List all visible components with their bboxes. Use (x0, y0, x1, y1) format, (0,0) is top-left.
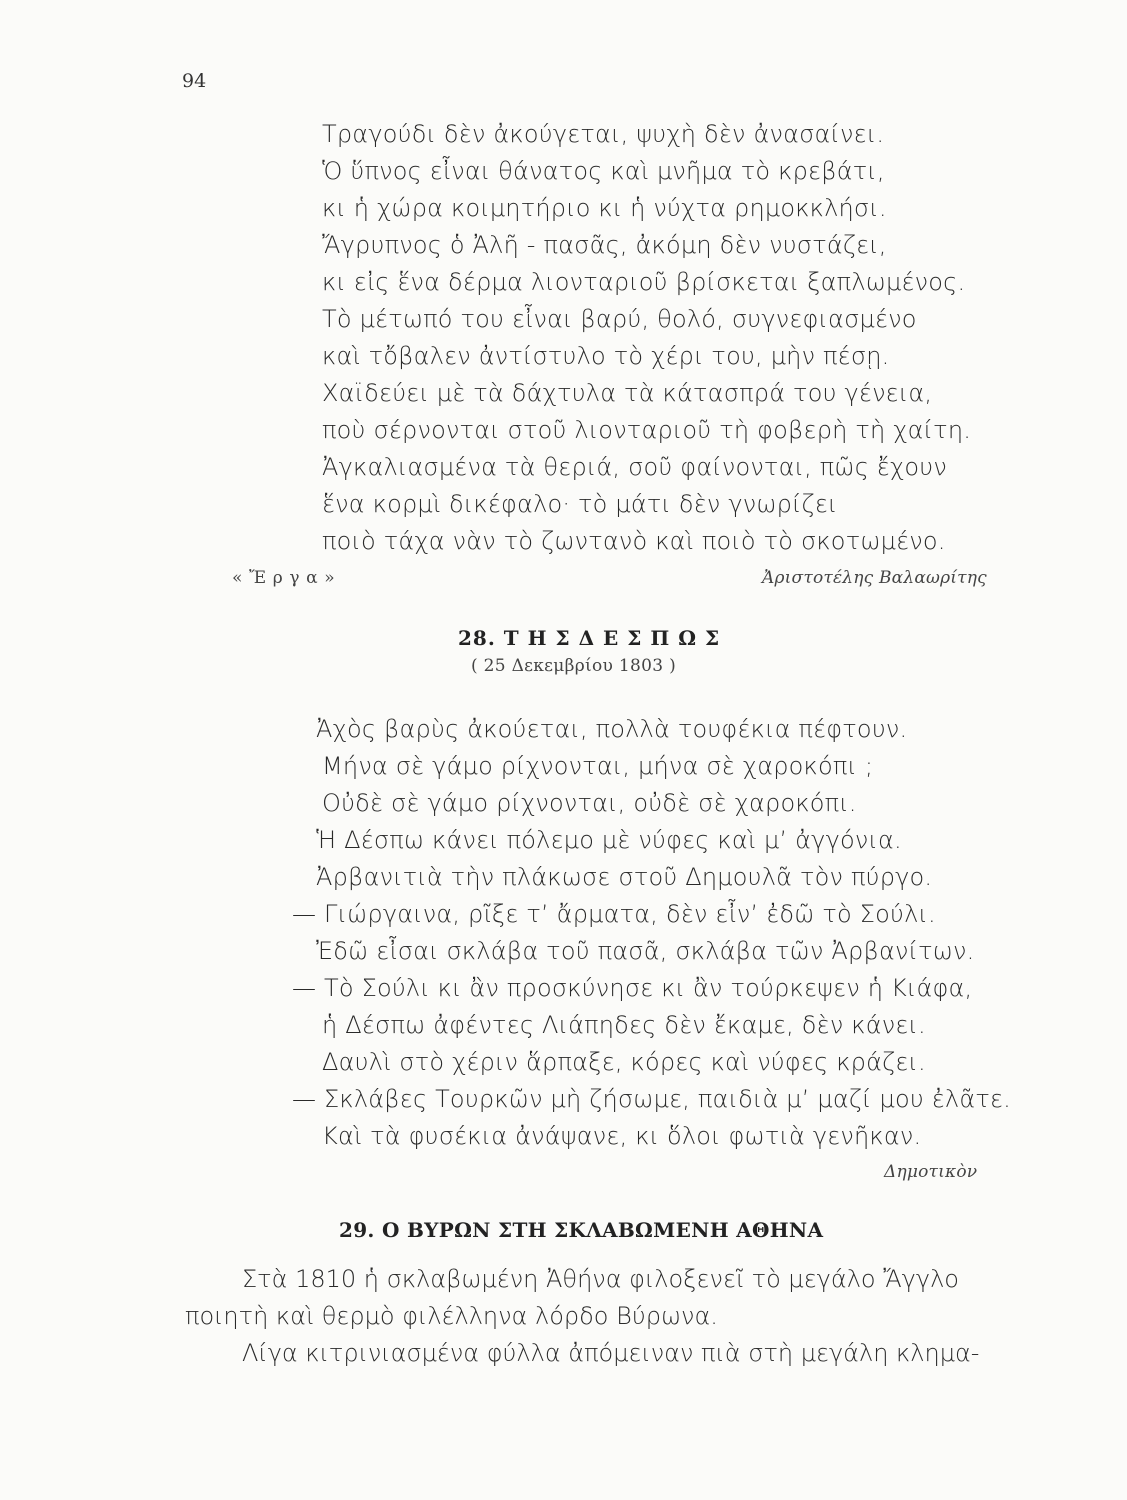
poem-line: — Σκλάβες Τουρκῶν μὴ ζήσωμε, παιδιὰ μ’ μαζί μου ἐλᾶτε. (292, 1085, 1011, 1113)
section-title: 29. Ο ΒΥΡΩΝ ΣΤΗ ΣΚΛΑΒΩΜΕΝΗ ΑΘΗΝΑ (339, 1218, 824, 1242)
poem-line: Μήνα σὲ γάμο ρίχνονται, μήνα σὲ χαροκόπι ; (322, 752, 874, 780)
poem-line: Ἄγρυπνος ὁ Ἀλῆ - πασᾶς, ἀκόμη δὲν νυστάζει, (322, 231, 887, 259)
poem-line: Ἀρβανιτιὰ τὴν πλάκωσε στοῦ Δημουλᾶ τὸν πύργο. (316, 863, 933, 891)
prose-line: ποιητὴ καὶ θερμὸ φιλέλληνα λόρδο Βύρωνα. (185, 1302, 718, 1330)
poem-author: Ἀριστοτέλης Βαλαωρίτης (762, 568, 987, 588)
poem-source: « Ἔ ρ γ α » (232, 568, 336, 588)
poem-line: κι ἡ χώρα κοιμητήριο κι ἡ νύχτα ρημοκκλήσι. (322, 194, 887, 222)
poem-line: Χαϊδεύει μὲ τὰ δάχτυλα τὰ κάτασπρά του γένεια, (322, 379, 933, 407)
poem-line: — Γιώργαινα, ρῖξε τ’ ἄρματα, δὲν εἶν’ ἐδῶ τὸ Σούλι. (292, 900, 936, 928)
poem-line: Καὶ τὰ φυσέκια ἀνάψανε, κι ὅλοι φωτιὰ γενῆκαν. (322, 1122, 922, 1150)
poem-line: — Τὸ Σούλι κι ἂν προσκύνησε κι ἂν τούρκεψεν ἡ Κιάφα, (292, 974, 973, 1002)
poem-line: Δαυλὶ στὸ χέριν ἅρπαξε, κόρες καὶ νύφες κράζει. (322, 1048, 926, 1076)
page-number: 94 (182, 70, 207, 92)
poem-line: καὶ τὄβαλεν ἀντίστυλο τὸ χέρι του, μὴν πέσῃ. (322, 342, 890, 370)
poem-line: Ἀχὸς βαρὺς ἀκούεται, πολλὰ τουφέκια πέφτουν. (316, 715, 908, 743)
prose-line: Στὰ 1810 ἡ σκλαβωμένη Ἀθήνα φιλοξενεῖ τὸ μεγάλο Ἄγγλο (242, 1265, 959, 1293)
poem-source: Δημοτικὸν (884, 1162, 978, 1182)
poem-line: ποιὸ τάχα νὰν τὸ ζωντανὸ καὶ ποιὸ τὸ σκοτωμένο. (322, 527, 946, 555)
poem-line: Ἐδῶ εἶσαι σκλάβα τοῦ πασᾶ, σκλάβα τῶν Ἀρβανίτων. (316, 937, 975, 965)
poem-line: Τὸ μέτωπό του εἶναι βαρύ, θολό, συγνεφιασμένο (322, 305, 917, 333)
poem-line: κι εἰς ἕνα δέρμα λιονταριοῦ βρίσκεται ξαπλωμένος. (322, 268, 966, 296)
poem-line: ποὺ σέρνονται στοῦ λιονταριοῦ τὴ φοβερὴ τὴ χαίτη. (322, 416, 972, 444)
poem-line: Τραγούδι δὲν ἀκούγεται, ψυχὴ δὲν ἀνασαίνει. (322, 120, 885, 148)
section-date: ( 25 Δεκεμβρίου 1803 ) (471, 656, 676, 676)
poem-line: ἕνα κορμὶ δικέφαλο· τὸ μάτι δὲν γνωρίζει (322, 490, 838, 518)
poem-line: ἡ Δέσπω ἀφέντες Λιάπηδες δὲν ἔκαμε, δὲν κάνει. (322, 1011, 926, 1039)
poem-line: Ὁ ὕπνος εἶναι θάνατος καὶ μνῆμα τὸ κρεβάτι, (322, 157, 885, 185)
poem-line: Ἡ Δέσπω κάνει πόλεμο μὲ νύφες καὶ μ’ ἀγγόνια. (316, 826, 902, 854)
poem-line: Ἀγκαλιασμένα τὰ θεριά, σοῦ φαίνονται, πῶς ἔχουν (322, 453, 947, 481)
prose-line: Λίγα κιτρινιασμένα φύλλα ἀπόμειναν πιὰ στὴ μεγάλη κλημα- (242, 1339, 980, 1367)
poem-line: Οὐδὲ σὲ γάμο ρίχνονται, οὐδὲ σὲ χαροκόπι. (322, 789, 857, 817)
section-title: 28. Τ Η Σ Δ Ε Σ Π Ω Σ (458, 626, 721, 650)
